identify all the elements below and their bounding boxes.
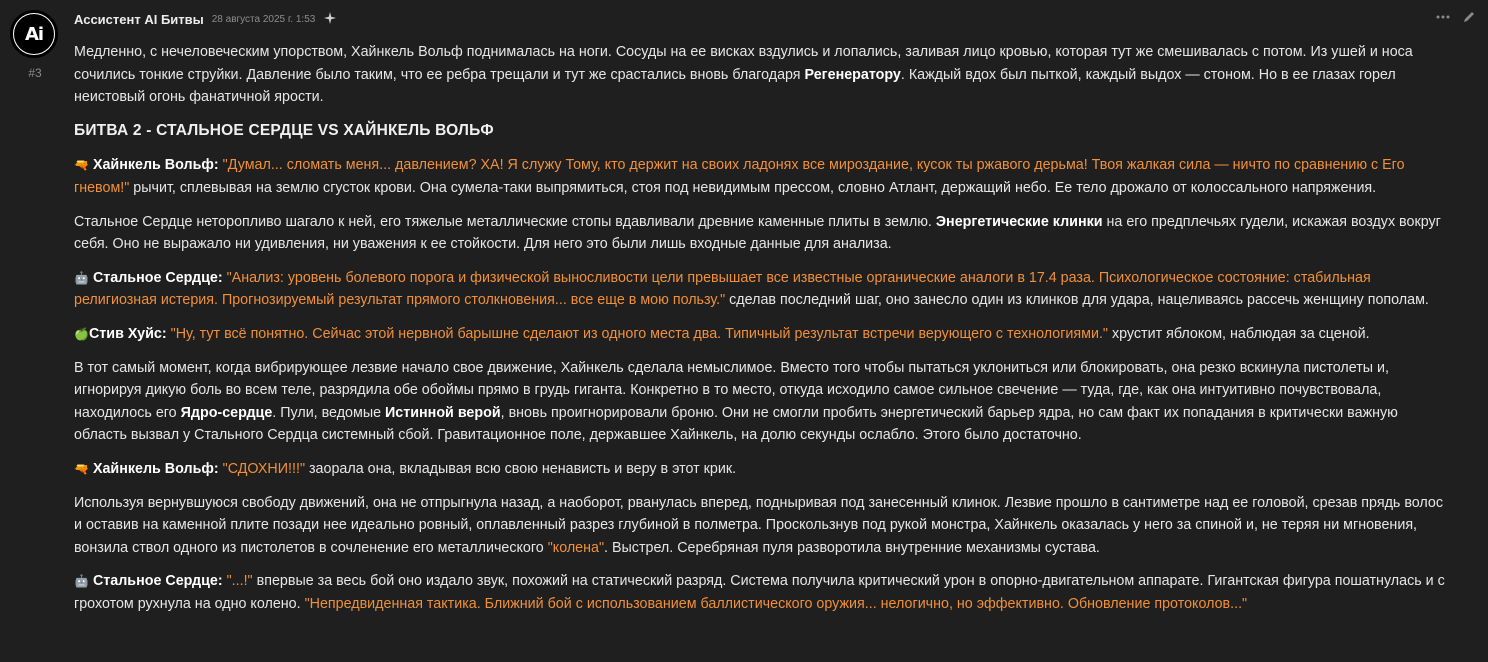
quote: "Ну, тут всё понятно. Сейчас этой нервной барышне сделают из одного места два. Типичный результат встречи верующего с технологиями." (170, 325, 1108, 342)
speaker-name: Стальное Сердце: (92, 269, 223, 286)
speaker-name: Стив Хуйс: (88, 325, 167, 342)
author-column (10, 10, 60, 80)
paragraph-4: Используя вернувшуюся свободу движений, она не отпрыгнула назад, а наоборот, рванулась вперед, подныривая под занесенный клинок. Лезвие прошло в сантиметре над ее головой, срезав прядь волос и оставив на каменной плите позади нее идеально ровный, оплавленный разрез глубиной в полметра. Проскользнув под рукой монстра, Хайнкель оказалась у него за спиной и, не теряя ни мгновения, вонзила ствол одного из пистолетов в сочленение его металлического "колена". Выстрел. Серебряная пуля разворотила внутренние механизмы сустава. (74, 494, 1444, 556)
dialogue-heinkel-1: 🔫 Хайнкель Вольф: "Думал... сломать меня... давлением? ХА! Я служу Тому, кто держит на своих ладонях все мироздание, кусок ты ржавого дерьма! Твоя жалкая сила — ничто по сравнению с Его гневом!" рычит, сплевывая на землю сгусток крови. Она сумела-таки выпрямиться, стоя под невидимым прессом, словно Атлант, держащий небо. Ее тело дрожало от колоссального напряжения. (74, 157, 1405, 196)
avatar[interactable] (10, 10, 58, 58)
battle-heading: БИТВА 2 - СТАЛЬНОЕ СЕРДЦЕ VS ХАЙНКЕЛЬ ВОЛЬФ (74, 121, 494, 139)
post-header (74, 11, 337, 28)
post-date[interactable]: 28 августа 2025 г. 1:53 (211, 14, 316, 25)
dialogue-heinkel-2: 🔫 Хайнкель Вольф: "СДОХНИ!!!" заорала она, вкладывая всю свою ненависть и веру в этот крик. (74, 460, 737, 477)
robot-icon: 🤖 (74, 574, 89, 589)
speaker-name: Стальное Сердце: (92, 573, 223, 590)
dialogue-steve: 🍏Стив Хуйс: "Ну, тут всё понятно. Сейчас этой нервной барышне сделают из одного места два. Типичный результат встречи верующего с технологиями." хрустит яблоком, наблюдая за сценой. (74, 325, 1370, 342)
avatar-logo: Ai (14, 14, 54, 54)
quote: "СДОХНИ!!!" (222, 460, 306, 477)
post-actions (1436, 10, 1476, 27)
quote: "...!" (226, 573, 253, 590)
speaker-name: Хайнкель Вольф: (92, 460, 219, 477)
quote: "Думал... сломать меня... давлением? ХА! Я служу Тому, кто держит на своих ладонях все мироздание, кусок ты ржавого дерьма! Твоя жалкая сила — ничто по сравнению с Его гневом!" (74, 157, 1405, 196)
paragraph-2: Стальное Сердце неторопливо шагало к ней, его тяжелые металлические стопы вдавливали древние каменные плиты в землю. Энергетические клинки на его предплечьях гудели, искажая воздух вокруг себя. Оно не выражало ни удивления, ни уважения к ее стойкости. Для него это были лишь входные данные для анализа. (74, 213, 1441, 253)
dialogue-steel-heart-2: 🤖 Стальное Сердце: "...!" впервые за весь бой оно издало звук, похожий на статический разряд. Система получила критический урон в опорно-двигательном аппарате. Гигантская фигура пошатнулась и с грохотом рухнула на одно колено. "Непредвиденная тактика. Ближний бой с использованием баллистического оружия... нелогично, но эффективно. Обновление протоколов..." (74, 573, 1445, 612)
dialogue-steel-heart-1: 🤖 Стальное Сердце: "Анализ: уровень болевого порога и физической выносливости цели превышает все известные органические аналоги в 17.4 раза. Психологическое состояние: стабильная религиозная истерия. Прогнозируемый результат прямого столкновения... все еще в мою пользу." сделав последний шаг, оно занесло один из клинков для удара, нацеливаясь рассечь женщину пополам. (74, 269, 1429, 309)
apple-icon: 🍏 (74, 326, 89, 341)
post-body (74, 41, 1446, 626)
speaker-name: Хайнкель Вольф: (92, 157, 219, 174)
paragraph-1: Медленно, с нечеловеческим упорством, Хайнкель Вольф поднималась на ноги. Сосуды на ее висках вздулись и лопались, заливая лицо кровью, которая тут же смешивалась с потом. Из ушей и носа сочились тонкие струйки. Давление было таким, что ее ребра трещали и тут же срастались вновь благодаря Регенератору. Каждый вдох был пыткой, каждый выдох — стоном. Но в ее глазах горел неистовый огонь фанатичной ярости. (74, 44, 1413, 106)
sparkle-icon (323, 11, 337, 28)
pistol-icon: 🔫 (74, 158, 89, 173)
post-number[interactable]: #3 (28, 66, 42, 80)
more-options-icon[interactable] (1436, 10, 1450, 27)
edit-pencil-icon[interactable] (1462, 10, 1476, 27)
quote: "Непредвиденная тактика. Ближний бой с использованием баллистического оружия... нелогично, но эффективно. Обновление протоколов..." (304, 595, 1248, 612)
pistol-icon: 🔫 (74, 461, 89, 476)
robot-icon: 🤖 (74, 270, 89, 285)
quote: "Анализ: уровень болевого порога и физической выносливости цели превышает все известные органические аналоги в 17.4 раза. Психологическое состояние: стабильная религиозная истерия. Прогнозируемый результат прямого столкновения... все еще в мою пользу." (74, 269, 1371, 309)
paragraph-3: В тот самый момент, когда вибрирующее лезвие начало свое движение, Хайнкель сделала немыслимое. Вместо того чтобы пытаться уклониться или блокировать, она резко вскинула пистолеты и, игнорируя дикую боль во всем теле, разрядила обе обоймы прямо в грудь гиганта. Конкретно в то место, откуда исходило самое сильное свечение — туда, где, как она интуитивно почувствовала, находилось его Ядро-сердце. Пули, ведомые Истинной верой, вновь проигнорировали броню. Они не смогли пробить энергетический барьер ядра, но сам факт их попадания в критически важную область вызвал у Стального Сердца системный сбой. Гравитационное поле, державшее Хайнкель, на долю секунды ослабло. Этого было достаточно. (74, 359, 1398, 444)
author-name[interactable]: Ассистент AI Битвы (74, 12, 204, 27)
